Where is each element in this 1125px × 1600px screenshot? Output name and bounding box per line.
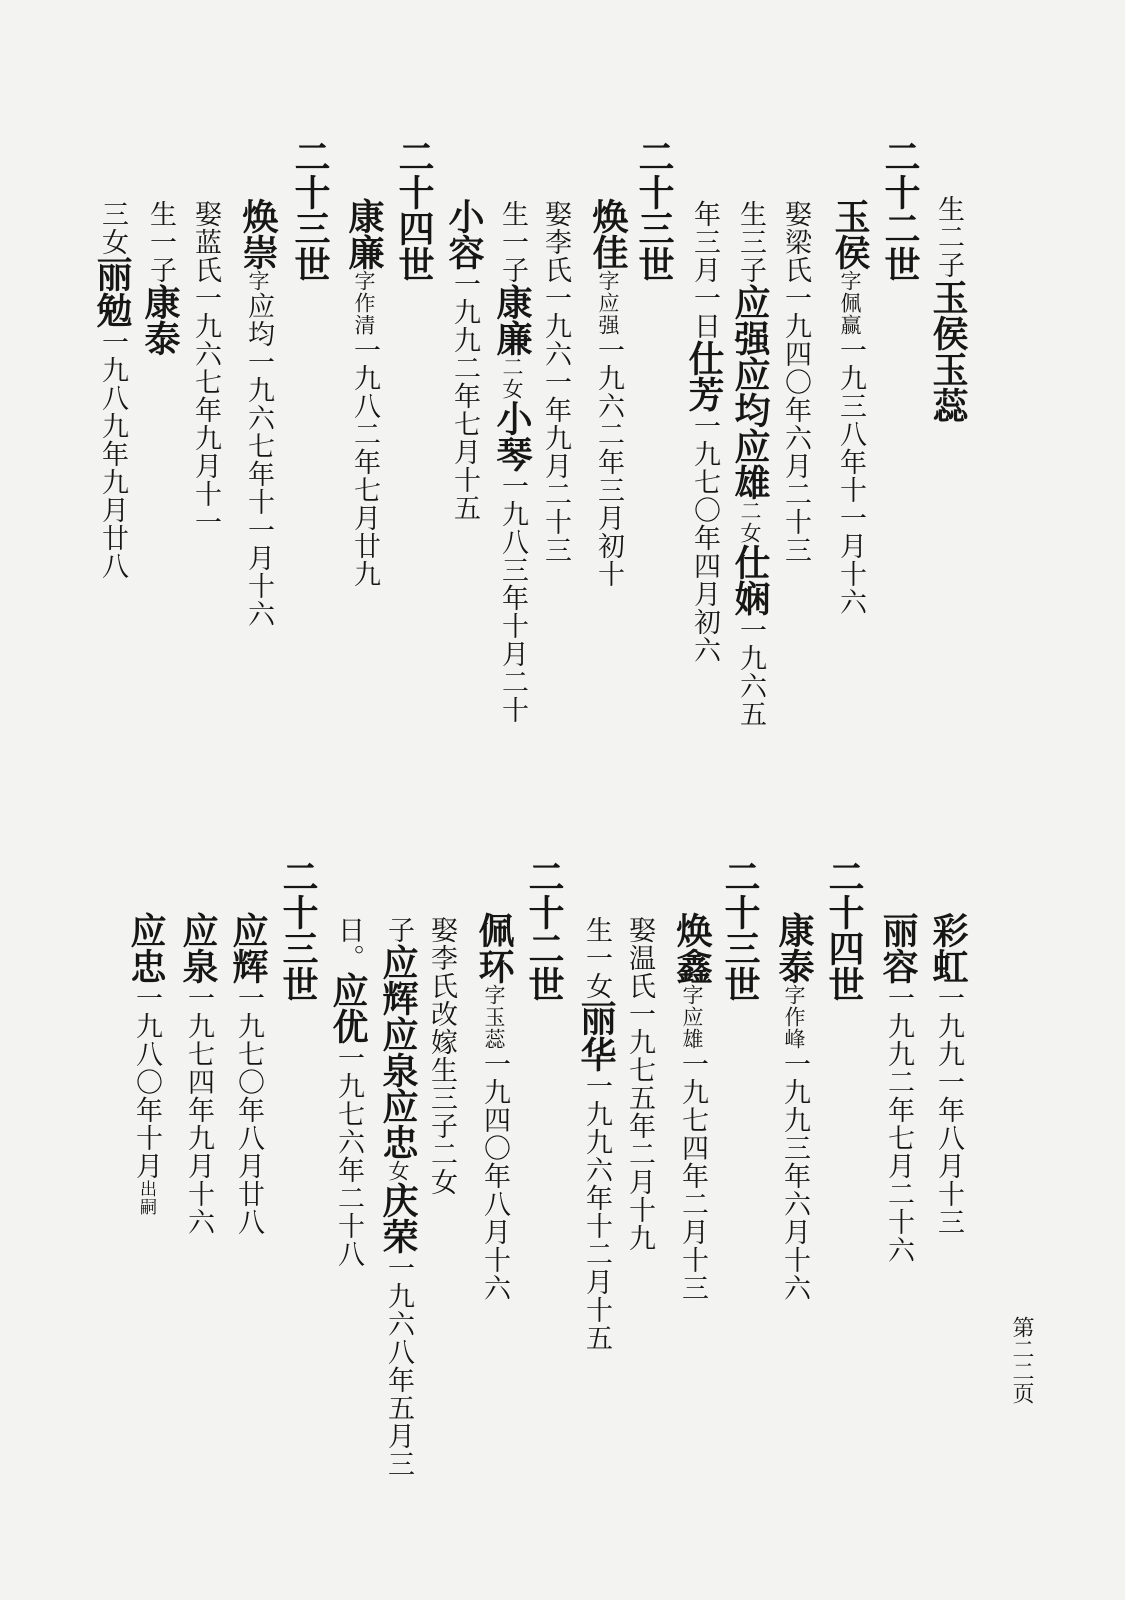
generation-heading: 二十二世 [523, 858, 565, 1002]
courtesy-label: 字 [838, 270, 862, 292]
date: 一九八三年十月二十 [497, 472, 528, 724]
courtesy-name: 字作峰 [782, 984, 806, 1050]
upper-col-3 [829, 198, 871, 616]
date: 一九八二年七月廿九 [349, 336, 380, 588]
date: 一九七〇年四月初六 [689, 412, 720, 664]
name: 庆荣 [377, 1182, 419, 1254]
date: 一九九二年七月十五 [449, 270, 480, 522]
generation-heading: 二十二世 [879, 138, 921, 282]
lower-col-7: 娶温氏一九七五年二月十九 [624, 916, 655, 1252]
name: 应泉 [177, 912, 219, 984]
date: 一九九六年十二月十五 [581, 1072, 612, 1352]
lower-col-1 [927, 912, 969, 1236]
upper-col-8 [587, 198, 629, 588]
name: 康廉 [343, 198, 385, 270]
lower-col-12 [377, 916, 419, 1478]
name: 应泉 [377, 1016, 419, 1088]
name: 焕崇 [237, 198, 279, 270]
date: 一九六五 [735, 616, 766, 728]
lower-col-4 [773, 912, 815, 1302]
name: 小容 [443, 198, 485, 270]
courtesy-name: 应均 [243, 292, 274, 348]
courtesy-name: 字作清 [352, 270, 376, 336]
text: 女 [386, 1160, 410, 1182]
date: 一九七四年二月十三 [677, 1050, 708, 1302]
name: 玉侯 [829, 198, 871, 270]
text: 日。 [333, 916, 364, 972]
lower-col-10 [473, 912, 515, 1302]
upper-col-5 [729, 200, 771, 728]
upper-col-11 [443, 198, 485, 522]
courtesy-name: 佩赢 [838, 292, 862, 336]
text: 生一子 [145, 200, 176, 284]
text: 二女 [738, 500, 762, 544]
lower-col-17 [125, 912, 167, 1216]
date: 一九六二年三月初十 [593, 336, 624, 588]
generation-heading: 二十四世 [823, 858, 865, 1002]
name: 应优 [327, 972, 369, 1044]
text: 生一子 [497, 200, 528, 284]
lower-col-15 [227, 912, 269, 1236]
upper-col-13 [343, 198, 385, 588]
courtesy-label: 字 [246, 270, 270, 292]
name: 彩虹 [927, 912, 969, 984]
name: 应辉 [227, 912, 269, 984]
name: 应忠 [377, 1088, 419, 1160]
date: 一九八〇年十月 [131, 984, 162, 1180]
name: 玉蕊 [927, 351, 969, 423]
generation-heading: 二十三世 [719, 858, 761, 1002]
name: 焕鑫 [671, 912, 713, 984]
text: 生一女 [581, 916, 612, 1000]
name: 玉侯 [927, 279, 969, 351]
name: 佩环 [473, 912, 515, 984]
upper-col-18 [91, 200, 133, 580]
annotation: 出嗣 [136, 1180, 156, 1216]
generation-heading: 二十三世 [633, 138, 675, 282]
name: 焕佳 [587, 198, 629, 270]
name: 丽华 [575, 1000, 617, 1072]
upper-col-1 [927, 195, 969, 423]
date: 一九七四年九月十六 [183, 984, 214, 1236]
text: 生二子 [933, 195, 964, 279]
date: 一九三八年十一月十六 [835, 336, 866, 616]
date: 一九九三年六月十六 [779, 1050, 810, 1302]
upper-col-16 [139, 200, 181, 356]
lower-col-6 [671, 912, 713, 1302]
courtesy-name: 字应雄 [680, 984, 704, 1050]
name: 应雄 [729, 428, 771, 500]
name: 丽容 [877, 912, 919, 984]
generation-heading: 二十四世 [393, 138, 435, 282]
courtesy-name: 字应强 [596, 270, 620, 336]
name: 丽勉 [91, 256, 133, 328]
generation-heading: 二十三世 [277, 858, 319, 1002]
date: 一九七六年二十八 [333, 1044, 364, 1268]
name: 康泰 [139, 284, 181, 356]
text: 生三子 [735, 200, 766, 284]
name: 康泰 [773, 912, 815, 984]
generation-heading: 二十三世 [289, 138, 331, 282]
text: 子 [383, 916, 414, 944]
name: 小琴 [491, 400, 533, 472]
name: 应辉 [377, 944, 419, 1016]
page-number: 第二二页 [1009, 1316, 1034, 1404]
upper-col-15: 娶蓝氏一九六七年九月十一 [190, 200, 221, 536]
name: 仕芳 [683, 340, 725, 412]
date: 一九九一年八月十三 [933, 984, 964, 1236]
date: 一九六七年十一月十六 [243, 348, 274, 628]
upper-col-6 [683, 200, 725, 664]
text: 三女 [97, 200, 128, 256]
name: 康廉 [491, 284, 533, 356]
lower-col-8 [575, 916, 617, 1352]
date: 一九九二年七月二十六 [883, 984, 914, 1264]
name: 应均 [729, 356, 771, 428]
upper-col-9: 娶李氏一九六一年九月二十三 [540, 200, 571, 564]
upper-col-14 [237, 198, 279, 628]
lower-col-16 [177, 912, 219, 1236]
date: 一九七〇年八月廿八 [233, 984, 264, 1236]
lower-col-13 [327, 916, 369, 1268]
upper-col-10 [491, 200, 533, 724]
text: 二女 [500, 356, 524, 400]
name: 仕娴 [729, 544, 771, 616]
upper-col-4: 娶梁氏一九四〇年六月二十三 [780, 200, 811, 564]
lower-col-11: 娶李氏改嫁生三子二女 [426, 916, 457, 1196]
date: 年三月一日 [689, 200, 720, 340]
date: 一九六八年五月三 [383, 1254, 414, 1478]
courtesy-name: 字玉蕊 [482, 984, 506, 1050]
date: 一九四〇年八月十六 [479, 1050, 510, 1302]
lower-col-2 [877, 912, 919, 1264]
name: 应忠 [125, 912, 167, 984]
name: 应强 [729, 284, 771, 356]
date: 一九八九年九月廿八 [97, 328, 128, 580]
